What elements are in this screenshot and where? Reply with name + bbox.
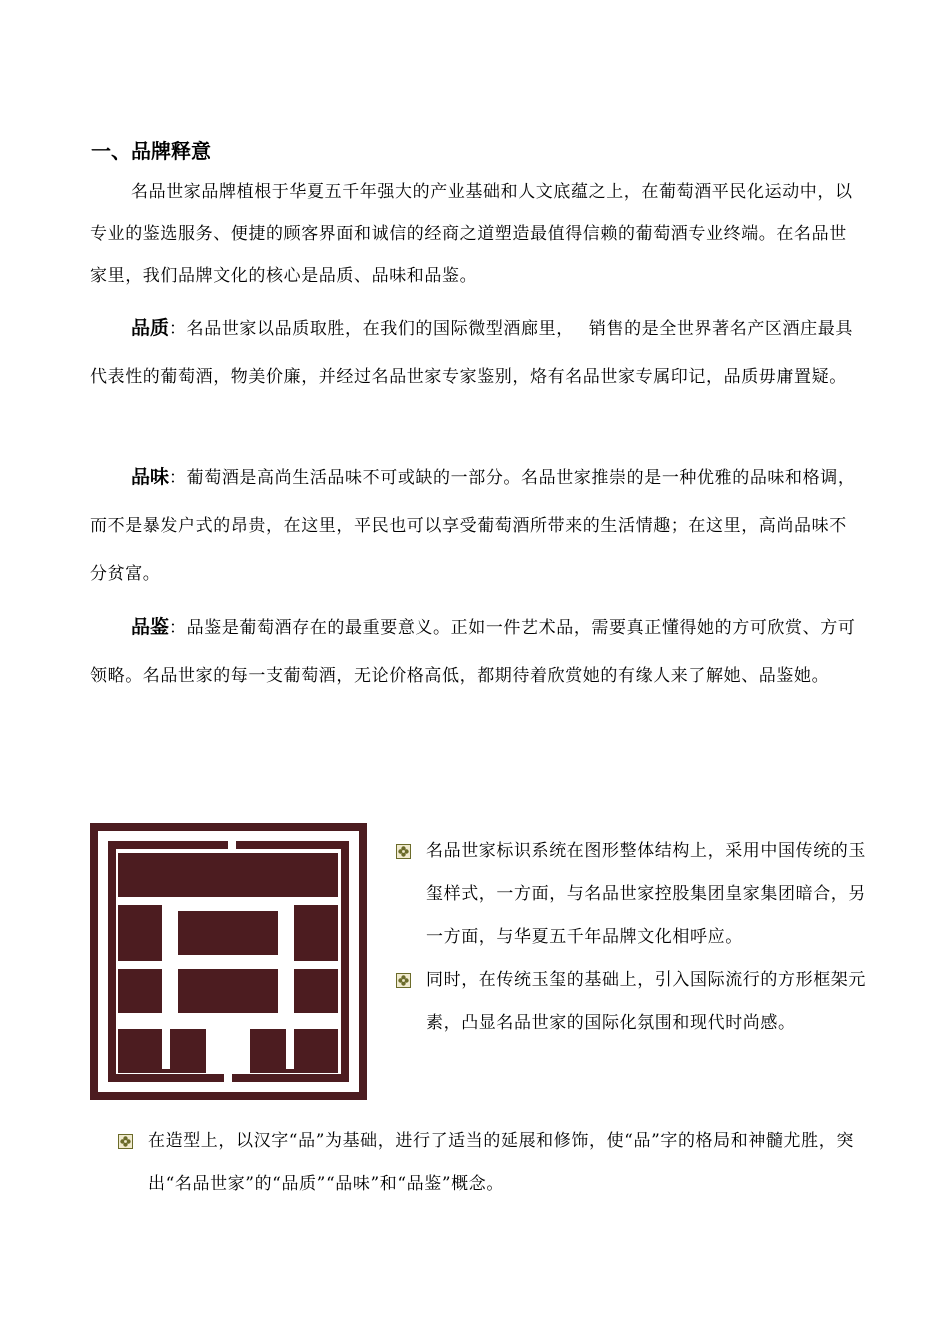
taste-paragraph xyxy=(90,453,862,598)
list-item xyxy=(396,959,866,1045)
logo-description-extra xyxy=(118,1120,866,1206)
appreciation-label: 品鉴 xyxy=(131,616,170,638)
quality-paragraph xyxy=(90,304,862,401)
taste-label: 品味 xyxy=(131,466,170,488)
quality-label: 品质 xyxy=(131,317,170,339)
appreciation-text: ：品鉴是葡萄酒存在的最重要意义。正如一件艺术品，需要真正懂得她的方可欣赏、方可领略。名品世家的每一支葡萄酒，无论价格高低，都期待着欣赏她的有缘人来了解她、品鉴她。 xyxy=(90,618,856,686)
jade-seal-logo-icon xyxy=(90,823,367,1100)
bullet-text: 同时，在传统玉玺的基础上，引入国际流行的方形框架元素，凸显名品世家的国际化氛围和现代时尚感。 xyxy=(426,970,866,1033)
appreciation-paragraph xyxy=(90,603,862,700)
intro-paragraph: 名品世家品牌植根于华夏五千年强大的产业基础和人文底蕴之上，在葡萄酒平民化运动中，以专业的鉴选服务、便捷的顾客界面和诚信的经商之道塑造最值得信赖的葡萄酒专业终端。在名品世家里，我们品牌文化的核心是品质、品味和品鉴。 xyxy=(90,182,853,286)
quality-text: ：名品世家以品质取胜，在我们的国际微型酒廊里， 销售的是全世界著名产区酒庄最具代表性的葡萄酒，物美价廉，并经过名品世家专家鉴别，烙有名品世家专属印记，品质毋庸置疑。 xyxy=(90,319,853,387)
bullet-text: 名品世家标识系统在图形整体结构上，采用中国传统的玉玺样式，一方面，与名品世家控股集团皇家集团暗合，另一方面，与华夏五千年品牌文化相呼应。 xyxy=(426,841,866,947)
taste-text: ：葡萄酒是高尚生活品味不可或缺的一部分。名品世家推崇的是一种优雅的品味和格调，而不是暴发户式的昂贵，在这里，平民也可以享受葡萄酒所带来的生活情趣；在这里，高尚品味不分贫富。 xyxy=(90,468,856,584)
list-item xyxy=(396,830,866,959)
flower-bullet-icon xyxy=(118,1134,133,1149)
bullet-text: 在造型上，以汉字“品”为基础，进行了适当的延展和修饰，使“品”字的格局和神髓尤胜，突出“名品世家”的“品质”“品味”和“品鉴”概念。 xyxy=(148,1131,854,1194)
section-heading: 一、品牌释意 xyxy=(91,139,211,163)
list-item xyxy=(118,1120,866,1206)
logo-description-list xyxy=(396,830,866,1045)
flower-bullet-icon xyxy=(396,973,411,988)
flower-bullet-icon xyxy=(396,844,411,859)
